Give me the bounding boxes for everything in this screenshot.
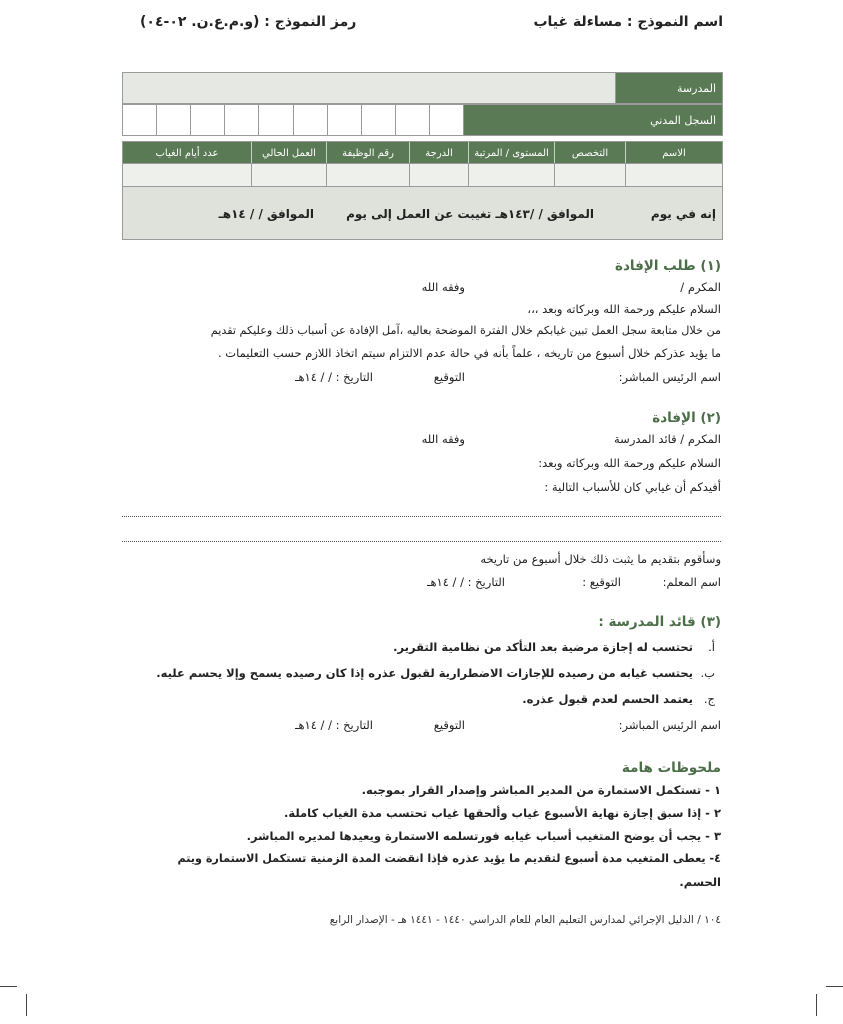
section1-supervisor: اسم الرئيس المباشر:: [618, 370, 721, 384]
section1-body1: من خلال متابعة سجل العمل تبين غيابكم خلال الفترة الموضحة بعاليه ،آمل الإفادة عن أسباب ذلك وعليكم تقديم: [210, 324, 721, 337]
crop-mark-left: [26, 994, 27, 1016]
section2-date: التاريخ : / / ١٤هـ: [427, 575, 505, 589]
absence-statement: [122, 186, 723, 240]
section2-teacher: اسم المعلم:: [662, 575, 721, 589]
civil-record-row: [122, 104, 723, 136]
section3-title: (٣) قائد المدرسة :: [598, 614, 721, 630]
section1-signature: التوقيع: [433, 370, 465, 384]
col-current-work: العمل الحالي: [251, 142, 326, 164]
section3-supervisor: اسم الرئيس المباشر:: [618, 718, 721, 732]
table-header-row: [122, 141, 723, 165]
option-b-marker: ب.: [700, 666, 715, 680]
section1-may-allah: وفقه الله: [421, 280, 465, 294]
note-1: ١ - تستكمل الاستمارة من المدير المباشر وإصدار القرار بموجبه.: [361, 783, 721, 797]
civil-record-digit[interactable]: [396, 105, 430, 135]
section1-body2: ما يؤيد عذركم خلال أسبوع من تاريخه ، علماً بأنه في حالة عدم الالتزام سيتم اتخاذ اللازم حسب التعليمات .: [217, 346, 721, 360]
civil-record-digit[interactable]: [430, 105, 464, 135]
civil-record-digit[interactable]: [362, 105, 396, 135]
section1-honorable: المكرم /: [680, 280, 721, 294]
school-field[interactable]: [123, 73, 616, 103]
form-name: اسم النموذج : مساءلة غياب: [533, 14, 723, 30]
note-2: ٢ - إذا سبق إجازة نهاية الأسبوع غياب وألحقها غياب تحتسب مدة الغياب كاملة.: [283, 806, 721, 820]
section1-title: (١) طلب الإفادة: [615, 258, 721, 274]
col-grade: الدرجة: [409, 142, 468, 164]
col-specialty: التخصص: [554, 142, 625, 164]
civil-record-digit[interactable]: [157, 105, 191, 135]
absence-part3: الموافق / / ١٤هـ: [218, 207, 314, 221]
option-c-text: يعتمد الحسم لعدم قبول عذره.: [522, 692, 693, 706]
section2-greeting: السلام عليكم ورحمة الله وبركاته وبعد:: [538, 456, 721, 470]
section2-may-allah: وفقه الله: [421, 432, 465, 446]
crop-mark-left-h: [0, 986, 17, 987]
absence-part1: إنه في يوم: [650, 207, 716, 221]
section3-date: التاريخ : / / ١٤هـ: [295, 718, 373, 732]
col-name: الاسم: [625, 142, 722, 164]
page-footer: ١٠٤ / الدليل الإجرائي لمدارس التعليم العام للعام الدراسي ١٤٤٠ - ١٤٤١ هـ - الإصدار الرابع: [329, 914, 721, 926]
current-work-cell[interactable]: [251, 164, 326, 186]
grade-cell[interactable]: [409, 164, 468, 186]
civil-record-digit[interactable]: [225, 105, 259, 135]
note-4b: الحسم.: [679, 875, 721, 889]
section2-title: (٢) الإفادة: [652, 410, 721, 426]
absence-days-cell[interactable]: [123, 164, 251, 186]
reason-line-2[interactable]: [122, 541, 721, 542]
crop-mark-right-h: [826, 986, 843, 987]
note-4a: ٤- يعطى المتغيب مدة أسبوع لتقديم ما يؤيد عذره فإذا انقضت المدة الزمنية تستكمل الاستمارة ويتم: [177, 852, 721, 865]
absence-part2: الموافق / /١٤٣هـ تغيبت عن العمل إلى يوم: [346, 207, 594, 221]
option-b-text: يحتسب غيابه من رصيده للإجازات الاضطرارية لقبول عذره إذا كان رصيده يسمح وإلا يحسم عليه.: [156, 666, 693, 680]
specialty-cell[interactable]: [554, 164, 625, 186]
option-a-marker: أ.: [708, 640, 715, 654]
note-3: ٣ - يجب أن يوضح المتغيب أسباب غيابه فورتسلمه الاستمارة ويعيدها لمديره المباشر.: [246, 829, 721, 843]
section2-signature: التوقيع :: [582, 575, 621, 589]
reason-line-1[interactable]: [122, 516, 721, 517]
civil-record-digit[interactable]: [191, 105, 225, 135]
civil-record-cells: [123, 105, 464, 135]
crop-mark-right: [816, 994, 817, 1016]
option-c-marker: ج.: [703, 692, 715, 706]
col-job-number: رقم الوظيفة: [326, 142, 409, 164]
school-row: [122, 72, 723, 104]
civil-record-digit[interactable]: [328, 105, 362, 135]
section2-honorable: المكرم / قائد المدرسة: [614, 432, 721, 446]
school-label: المدرسة: [616, 73, 722, 103]
civil-record-digit[interactable]: [294, 105, 328, 135]
job-number-cell[interactable]: [326, 164, 409, 186]
section2-body: أفيدكم أن غيابي كان للأسباب التالية :: [544, 480, 721, 494]
section1-date: التاريخ : / / ١٤هـ: [295, 370, 373, 384]
notes-title: ملحوظات هامة: [621, 760, 721, 776]
col-absence-days: عدد أيام الغياب: [155, 147, 219, 159]
section1-greeting: السلام عليكم ورحمة الله وبركاته وبعد ،،،: [527, 302, 721, 316]
form-code: رمز النموذج : (و.م.ع.ن. ٠٢-٠٤): [140, 14, 357, 30]
section3-signature: التوقيع: [433, 718, 465, 732]
name-cell[interactable]: [625, 164, 722, 186]
section2-promise: وسأقوم بتقديم ما يثبت ذلك خلال أسبوع من تاريخه: [480, 552, 721, 566]
table-data-row: [122, 163, 723, 187]
civil-record-digit[interactable]: [123, 105, 157, 135]
col-level: المستوى / المرتبة: [468, 142, 554, 164]
option-a-text: تحتسب له إجازة مرضية بعد التأكد من نظامية التقرير.: [393, 640, 693, 654]
level-cell[interactable]: [468, 164, 554, 186]
civil-record-digit[interactable]: [259, 105, 293, 135]
civil-record-label: السجل المدني: [464, 105, 722, 135]
